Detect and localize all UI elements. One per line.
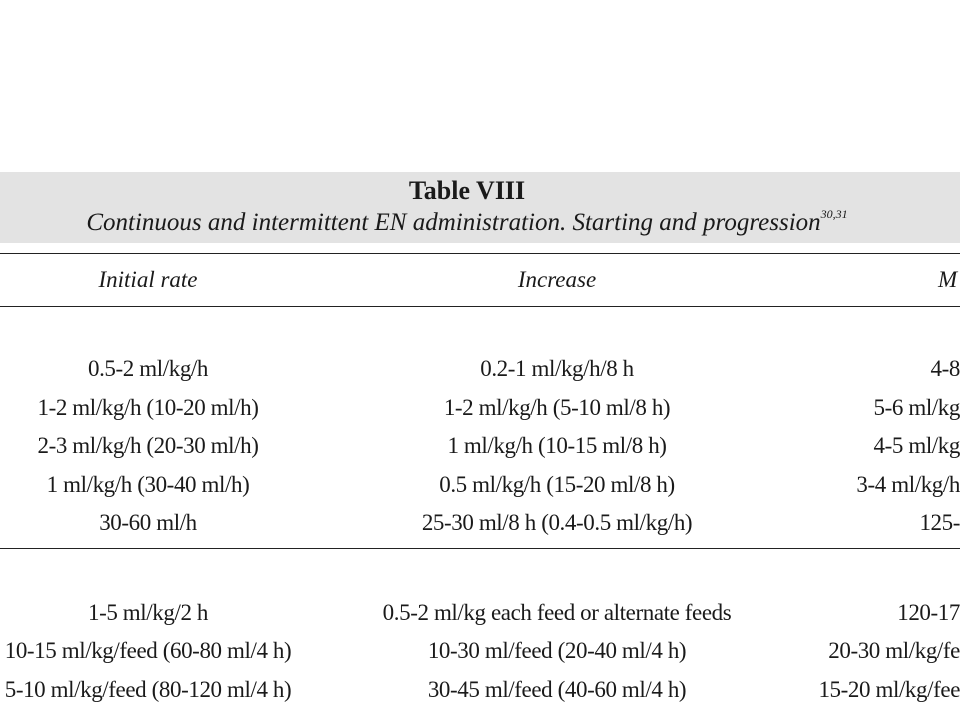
table-cell: 2-3 ml/kg/h (20-30 ml/h) bbox=[37, 433, 259, 458]
table-cell: 10-15 ml/kg/feed (60-80 ml/4 h) bbox=[4, 638, 292, 663]
table-cell: 3-4 ml/kg/h bbox=[856, 472, 960, 497]
table-cell: 1 ml/kg/h (30-40 ml/h) bbox=[46, 472, 250, 497]
table-cell: 120-17 bbox=[897, 600, 960, 625]
header-bottom-rule bbox=[0, 306, 960, 307]
table-cell: 30-60 ml/h bbox=[99, 510, 197, 535]
table-subtitle bbox=[0, 208, 934, 238]
section-divider-rule bbox=[0, 548, 960, 549]
table-cell: 25-30 ml/8 h (0.4-0.5 ml/kg/h) bbox=[421, 510, 693, 535]
table-cell: 1-2 ml/kg/h (10-20 ml/h) bbox=[37, 395, 259, 420]
table-cell: 0.5 ml/kg/h (15-20 ml/8 h) bbox=[439, 472, 675, 497]
table-subtitle-text: Continuous and intermittent EN administration. Starting and progression bbox=[86, 209, 821, 236]
table-title: Table VIII bbox=[408, 176, 526, 205]
table-subtitle-references: 30,31 bbox=[820, 207, 848, 221]
table-cell: 5-6 ml/kg bbox=[873, 395, 960, 420]
table-cell: 1-5 ml/kg/2 h bbox=[87, 600, 209, 625]
table-cell: 5-10 ml/kg/feed (80-120 ml/4 h) bbox=[4, 677, 292, 702]
table-cell: 10-30 ml/feed (20-40 ml/4 h) bbox=[427, 638, 687, 663]
table-top-rule bbox=[0, 253, 960, 254]
table-cell: 4-8 bbox=[930, 356, 960, 381]
table-cell: 15-20 ml/kg/fee bbox=[818, 677, 960, 702]
table-cell: 20-30 ml/kg/fe bbox=[828, 638, 960, 663]
table-cell: 0.5-2 ml/kg/h bbox=[87, 356, 209, 381]
table-cell: 1 ml/kg/h (10-15 ml/8 h) bbox=[447, 433, 667, 458]
table-cell: 1-2 ml/kg/h (5-10 ml/8 h) bbox=[443, 395, 671, 420]
table-cell: 0.2-1 ml/kg/h/8 h bbox=[480, 356, 634, 381]
column-header-increase: Increase bbox=[517, 267, 597, 292]
column-header-initial-rate: Initial rate bbox=[98, 267, 198, 292]
table-cell: 125- bbox=[919, 510, 960, 535]
table-cell: 30-45 ml/feed (40-60 ml/4 h) bbox=[427, 677, 687, 702]
table-cell: 4-5 ml/kg bbox=[873, 433, 960, 458]
column-header-third: M bbox=[938, 267, 958, 292]
table-cell: 0.5-2 ml/kg each feed or alternate feeds bbox=[382, 600, 732, 625]
